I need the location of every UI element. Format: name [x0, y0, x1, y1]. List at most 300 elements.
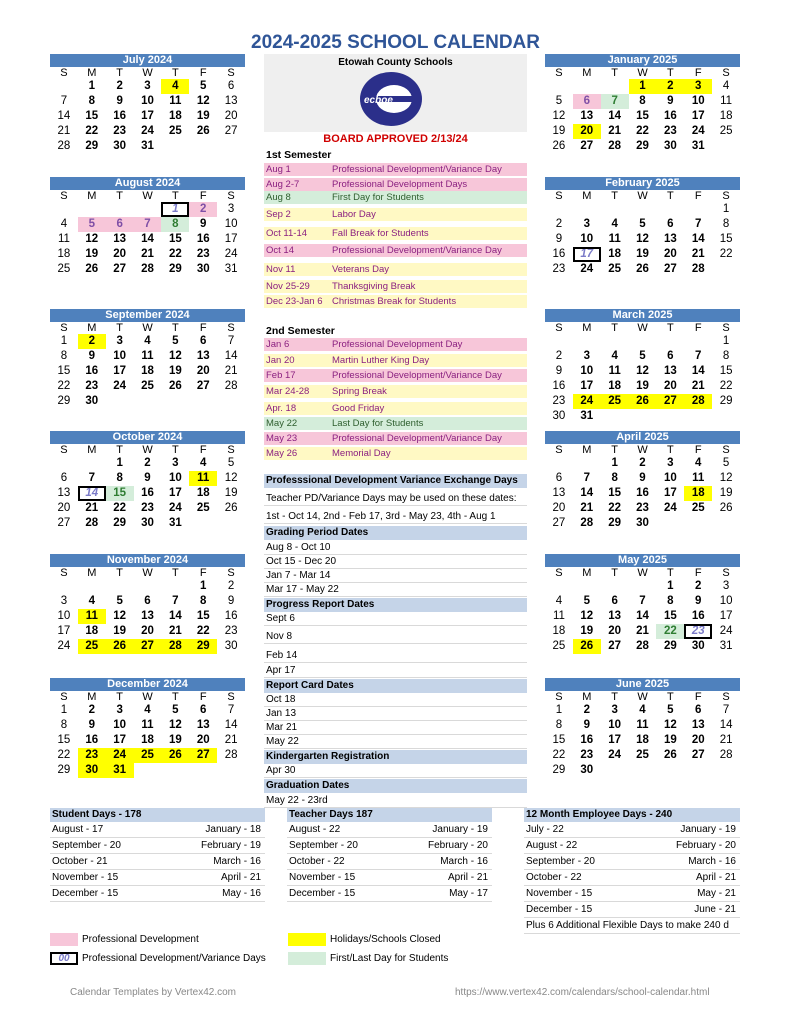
- day-cell: [134, 394, 162, 409]
- day-cell: 22: [85, 125, 99, 137]
- weekday-label: F: [694, 67, 702, 79]
- day-cell: 5: [639, 350, 646, 362]
- day-cell: 20: [691, 734, 705, 746]
- day-cell: [629, 763, 657, 778]
- day-cell: 13: [141, 610, 154, 622]
- week-row: [545, 349, 740, 364]
- day-cell: 4: [611, 218, 618, 230]
- week-row: [50, 364, 245, 379]
- day-cell: 24: [141, 125, 154, 137]
- event-row: [264, 263, 527, 277]
- progress-row: Nov 8: [264, 630, 527, 644]
- week-row: [50, 748, 245, 763]
- month-header: February 2025: [545, 177, 740, 190]
- day-cell: 4: [60, 218, 68, 230]
- day-cell: 30: [552, 410, 566, 422]
- weekday-label: M: [87, 691, 97, 703]
- day-cell: 9: [583, 719, 590, 731]
- day-cell: 7: [583, 472, 590, 484]
- day-cell: 20: [196, 734, 210, 746]
- day-cell: 11: [189, 471, 217, 486]
- day-cell: 1: [60, 335, 68, 347]
- day-cell: 26: [719, 502, 733, 514]
- event-date: Oct 11-14: [266, 228, 308, 239]
- day-cell: 9: [667, 95, 674, 107]
- week-row: [545, 217, 740, 232]
- day-cell: 1: [88, 80, 95, 92]
- month-april-2025: [545, 431, 740, 531]
- event-text: Fall Break for Students: [332, 228, 429, 239]
- day-cell: 16: [196, 233, 210, 245]
- day-cell: 7: [227, 704, 235, 716]
- day-cell: 21: [224, 734, 238, 746]
- day-cell: 10: [168, 472, 182, 484]
- day-cell: 12: [196, 95, 210, 107]
- logo-box: [264, 54, 527, 132]
- weekday-label: M: [582, 190, 592, 202]
- table-cell: March - 16: [688, 856, 736, 867]
- day-cell: 10: [113, 719, 127, 731]
- day-cell: 11: [608, 233, 621, 245]
- day-cell: 18: [684, 486, 712, 501]
- day-cell: [50, 202, 78, 217]
- day-cell: 17: [608, 734, 622, 746]
- weekday-label: T: [667, 691, 674, 703]
- day-cell: 28: [636, 640, 649, 652]
- grading-row: Oct 15 - Dec 20: [264, 555, 527, 569]
- day-cell: 17: [573, 247, 601, 262]
- table-row: [287, 822, 492, 838]
- kinder-title: Kindergarten Registration: [264, 750, 527, 764]
- day-cell: 11: [169, 95, 182, 107]
- event-row: [264, 280, 527, 294]
- day-cell: 27: [691, 749, 705, 761]
- day-cell: 21: [168, 625, 182, 637]
- day-cell: 28: [141, 263, 154, 275]
- day-cell: 27: [134, 639, 162, 654]
- table-cell: October - 21: [52, 856, 108, 867]
- day-cell: 1: [722, 203, 730, 215]
- day-cell: 28: [224, 749, 238, 761]
- month-header: June 2025: [545, 678, 740, 691]
- day-cell: 6: [695, 704, 702, 716]
- week-row: [50, 124, 245, 139]
- day-cell: 27: [608, 640, 622, 652]
- day-cell: [601, 334, 629, 349]
- week-row: [50, 516, 245, 531]
- month-header: September 2024: [50, 309, 245, 322]
- day-cell: 23: [78, 748, 106, 763]
- day-cell: 7: [60, 95, 68, 107]
- table-cell: December - 15: [289, 888, 356, 899]
- day-cell: [78, 579, 106, 594]
- weekday-label: S: [227, 67, 235, 79]
- weekday-row: [50, 190, 245, 202]
- day-cell: 17: [691, 110, 705, 122]
- weekday-label: T: [116, 691, 124, 703]
- day-cell: 2: [144, 457, 151, 469]
- table-row: [50, 870, 265, 886]
- day-cell: 10: [580, 365, 594, 377]
- table-cell: April - 21: [695, 872, 736, 883]
- day-cell: [106, 579, 134, 594]
- day-cell: 2: [555, 350, 563, 362]
- day-cell: 7: [88, 472, 95, 484]
- day-cell: 8: [667, 595, 674, 607]
- week-row: [50, 79, 245, 94]
- table-cell: April - 21: [220, 872, 261, 883]
- day-cell: 31: [224, 263, 238, 275]
- day-cell: 5: [639, 218, 646, 230]
- day-cell: 24: [663, 502, 677, 514]
- day-cell: 11: [608, 365, 621, 377]
- event-row: [264, 402, 527, 416]
- day-cell: 13: [580, 110, 594, 122]
- day-cell: 23: [196, 248, 210, 260]
- day-cell: 3: [172, 457, 179, 469]
- day-cell: 22: [656, 624, 684, 639]
- weekday-label: F: [694, 190, 702, 202]
- weekday-label: S: [555, 691, 563, 703]
- table-cell: March - 16: [213, 856, 261, 867]
- event-text: Professional Development/Variance Day: [332, 245, 502, 256]
- day-cell: 26: [224, 502, 238, 514]
- report-row: Oct 18: [264, 693, 527, 707]
- month-january-2025: [545, 54, 740, 154]
- day-cell: 4: [144, 335, 151, 347]
- day-cell: 27: [656, 394, 684, 409]
- day-cell: 22: [168, 248, 182, 260]
- legend-box: Professional Development/Variance Days: [82, 953, 266, 964]
- day-cell: 21: [719, 734, 733, 746]
- table-row: [50, 838, 265, 854]
- day-cell: [545, 579, 573, 594]
- day-cell: 29: [608, 517, 622, 529]
- day-cell: 23: [663, 125, 677, 137]
- day-cell: 11: [141, 719, 154, 731]
- day-cell: 5: [200, 80, 207, 92]
- day-cell: 8: [88, 95, 95, 107]
- event-row: [264, 432, 527, 446]
- day-cell: 11: [720, 95, 733, 107]
- progress-row: Feb 14: [264, 649, 527, 663]
- day-cell: 2: [656, 79, 684, 94]
- day-cell: 19: [552, 125, 566, 137]
- event-date: Jan 6: [266, 339, 290, 350]
- weekday-label: S: [60, 691, 68, 703]
- weekday-label: T: [611, 190, 619, 202]
- day-cell: 26: [552, 140, 566, 152]
- day-cell: 2: [639, 457, 646, 469]
- school-name: Etowah County Schools: [338, 57, 453, 68]
- day-cell: 30: [141, 517, 154, 529]
- week-row: [50, 94, 245, 109]
- week-row: [545, 609, 740, 624]
- exchange-title: Professsional Development Variance Exchange Days: [264, 474, 527, 488]
- week-row: [545, 624, 740, 639]
- teacher-days-table: [287, 808, 492, 902]
- event-row: [264, 354, 527, 368]
- day-cell: [545, 456, 573, 471]
- table-cell: December - 15: [526, 904, 593, 915]
- month-november-2024: [50, 554, 245, 654]
- day-cell: 20: [196, 365, 210, 377]
- day-cell: 14: [691, 233, 705, 245]
- day-cell: 10: [608, 719, 622, 731]
- day-cell: 15: [106, 486, 134, 501]
- day-cell: 6: [144, 595, 151, 607]
- day-cell: 8: [60, 719, 68, 731]
- weekday-label: F: [694, 567, 702, 579]
- day-cell: 11: [692, 472, 705, 484]
- table-row: [287, 838, 492, 854]
- day-cell: 14: [608, 110, 622, 122]
- weekday-row: [545, 190, 740, 202]
- day-cell: 7: [722, 704, 730, 716]
- weekday-label: S: [555, 322, 563, 334]
- report-title: Report Card Dates: [264, 679, 527, 693]
- day-cell: [189, 394, 217, 409]
- day-cell: 12: [168, 350, 182, 362]
- event-text: Labor Day: [332, 209, 376, 220]
- day-cell: [217, 763, 245, 778]
- day-cell: 17: [113, 365, 127, 377]
- day-cell: 11: [78, 609, 106, 624]
- day-cell: 13: [113, 233, 127, 245]
- day-cell: 8: [639, 95, 646, 107]
- day-cell: 19: [113, 625, 127, 637]
- table-cell: April - 21: [447, 872, 488, 883]
- day-cell: 21: [580, 502, 594, 514]
- day-cell: 25: [78, 639, 106, 654]
- day-cell: 15: [57, 734, 71, 746]
- day-cell: 20: [224, 110, 238, 122]
- day-cell: 26: [663, 749, 677, 761]
- day-cell: 2: [189, 202, 217, 217]
- day-cell: 27: [580, 140, 594, 152]
- day-cell: 18: [141, 734, 154, 746]
- day-cell: 24: [57, 640, 71, 652]
- day-cell: [656, 516, 684, 531]
- day-cell: [217, 394, 245, 409]
- day-cell: 21: [57, 125, 71, 137]
- day-cell: 7: [227, 335, 235, 347]
- legend-firstlast: First/Last Day for Students: [330, 953, 449, 964]
- day-cell: 18: [608, 248, 622, 260]
- day-cell: 30: [580, 764, 594, 776]
- week-row: [50, 349, 245, 364]
- weekday-label: T: [172, 322, 179, 334]
- day-cell: [629, 334, 657, 349]
- month-october-2024: [50, 431, 245, 531]
- weekday-label: W: [637, 190, 648, 202]
- day-cell: 13: [552, 487, 566, 499]
- table-cell: November - 15: [289, 872, 356, 883]
- day-cell: 21: [85, 502, 99, 514]
- day-cell: 7: [695, 350, 702, 362]
- table-cell: October - 22: [526, 872, 582, 883]
- table-note-text: Plus 6 Additional Flexible Days to make 240 d: [526, 920, 729, 931]
- week-row: [545, 718, 740, 733]
- day-cell: 31: [580, 410, 594, 422]
- table-header: 12 Month Employee Days - 240: [524, 808, 740, 822]
- day-cell: 10: [663, 472, 677, 484]
- month-february-2025: [545, 177, 740, 277]
- day-cell: 15: [719, 233, 733, 245]
- day-cell: 21: [141, 248, 154, 260]
- week-row: [545, 639, 740, 654]
- legend-pd: Professional Development: [82, 934, 199, 945]
- weekday-label: T: [116, 67, 124, 79]
- table-cell: May - 16: [222, 888, 261, 899]
- event-row: [264, 295, 527, 309]
- exchange-dates: 1st - Oct 14, 2nd - Feb 17, 3rd - May 23, 4th - Aug 1: [264, 510, 527, 524]
- semester2-title: 2nd Semester: [266, 325, 335, 337]
- week-row: [50, 202, 245, 217]
- day-cell: 6: [667, 350, 674, 362]
- weekday-label: S: [60, 567, 68, 579]
- weekday-label: S: [555, 67, 563, 79]
- grad-title: Graduation Dates: [264, 779, 527, 793]
- day-cell: 14: [57, 110, 71, 122]
- month-header: July 2024: [50, 54, 245, 67]
- day-cell: 30: [224, 640, 238, 652]
- weekday-label: T: [116, 322, 124, 334]
- day-cell: 5: [227, 457, 235, 469]
- day-cell: 23: [684, 624, 712, 639]
- day-cell: 20: [663, 248, 677, 260]
- day-cell: 3: [722, 580, 730, 592]
- weekday-label: S: [60, 67, 68, 79]
- day-cell: 16: [552, 380, 566, 392]
- day-cell: 15: [57, 365, 71, 377]
- day-cell: 2: [88, 704, 95, 716]
- day-cell: 6: [555, 472, 563, 484]
- day-cell: 19: [719, 487, 733, 499]
- table-row: [524, 854, 740, 870]
- month-header: October 2024: [50, 431, 245, 444]
- day-cell: 16: [636, 487, 649, 499]
- weekday-label: S: [227, 322, 235, 334]
- weekday-label: T: [667, 444, 674, 456]
- table-row: [50, 886, 265, 902]
- week-row: [545, 733, 740, 748]
- day-cell: 18: [608, 380, 622, 392]
- weekday-label: W: [637, 67, 648, 79]
- table-row: [287, 870, 492, 886]
- day-cell: 8: [60, 350, 68, 362]
- day-cell: 29: [719, 395, 733, 407]
- day-cell: 17: [719, 610, 733, 622]
- event-date: Aug 2-7: [266, 179, 300, 190]
- day-cell: 18: [168, 110, 182, 122]
- day-cell: 1: [667, 580, 674, 592]
- table-row: [524, 886, 740, 902]
- table-row: [287, 854, 492, 870]
- day-cell: [684, 516, 712, 531]
- weekday-label: F: [694, 444, 702, 456]
- day-cell: 3: [583, 218, 590, 230]
- day-cell: 17: [580, 380, 594, 392]
- week-row: [50, 733, 245, 748]
- weekday-label: M: [87, 190, 97, 202]
- day-cell: 24: [106, 748, 134, 763]
- day-cell: 24: [573, 394, 601, 409]
- day-cell: 26: [85, 263, 99, 275]
- table-cell: August - 17: [52, 824, 104, 835]
- day-cell: 22: [552, 749, 566, 761]
- table-cell: November - 15: [52, 872, 119, 883]
- day-cell: 23: [224, 625, 238, 637]
- day-cell: 13: [224, 95, 238, 107]
- day-cell: [161, 579, 189, 594]
- week-row: [50, 718, 245, 733]
- week-row: [545, 139, 740, 154]
- day-cell: 3: [116, 704, 123, 716]
- footer-left: Calendar Templates by Vertex42.com: [70, 987, 237, 998]
- weekday-label: W: [637, 322, 648, 334]
- week-row: [50, 232, 245, 247]
- event-row: [264, 417, 527, 431]
- day-cell: 23: [85, 380, 99, 392]
- day-cell: 30: [663, 140, 677, 152]
- week-row: [50, 624, 245, 639]
- weekday-label: F: [694, 691, 702, 703]
- event-row: [264, 447, 527, 461]
- table-row: [524, 870, 740, 886]
- day-cell: [573, 456, 601, 471]
- weekday-label: S: [227, 691, 235, 703]
- day-cell: 27: [189, 748, 217, 763]
- week-row: [545, 471, 740, 486]
- day-cell: 11: [552, 610, 565, 622]
- day-cell: 25: [719, 125, 733, 137]
- table-cell: May - 17: [449, 888, 488, 899]
- day-cell: 22: [608, 502, 622, 514]
- day-cell: 15: [663, 610, 677, 622]
- weekday-label: S: [555, 190, 563, 202]
- month-march-2025: [545, 309, 740, 424]
- day-cell: 26: [629, 394, 657, 409]
- day-cell: 6: [667, 218, 674, 230]
- weekday-label: F: [199, 444, 207, 456]
- day-cell: [545, 334, 573, 349]
- day-cell: [656, 763, 684, 778]
- event-date: Nov 25-29: [266, 281, 310, 292]
- table-cell: September - 20: [526, 856, 595, 867]
- day-cell: 1: [60, 704, 68, 716]
- day-cell: [684, 763, 712, 778]
- day-cell: 6: [227, 80, 235, 92]
- legend-holiday-swatch: [288, 933, 326, 946]
- day-cell: 16: [663, 110, 677, 122]
- day-cell: 9: [555, 233, 563, 245]
- weekday-label: W: [637, 567, 648, 579]
- day-cell: 18: [719, 110, 733, 122]
- weekday-label: M: [582, 322, 592, 334]
- day-cell: 1: [555, 704, 563, 716]
- day-cell: 30: [691, 640, 705, 652]
- day-cell: [78, 456, 106, 471]
- day-cell: 12: [224, 472, 238, 484]
- day-cell: 25: [57, 263, 71, 275]
- exchange-note: Teacher PD/Variance Days may be used on these dates:: [264, 492, 527, 506]
- weekday-label: W: [637, 444, 648, 456]
- weekday-label: S: [60, 322, 68, 334]
- day-cell: 25: [134, 748, 162, 763]
- day-cell: 15: [168, 233, 182, 245]
- table-cell: October - 22: [289, 856, 345, 867]
